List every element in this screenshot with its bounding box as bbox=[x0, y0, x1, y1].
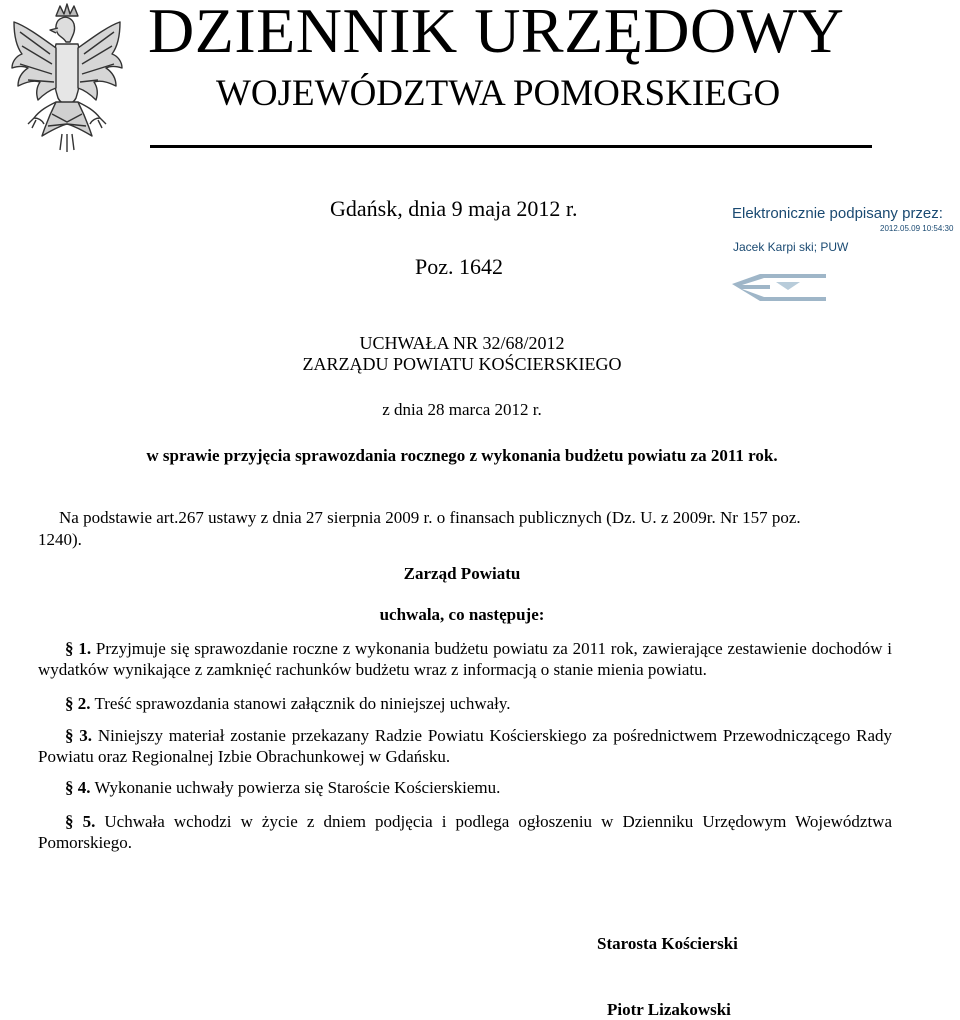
legal-basis-line1: Na podstawie art.267 ustawy z dnia 27 sierpnia 2009 r. o finansach publicznych (Dz. U. z 2009r. Nr 157 poz. bbox=[59, 508, 801, 527]
signature-title: Elektronicznie podpisany przez: bbox=[732, 205, 943, 222]
resolution-subject: w sprawie przyjęcia sprawozdania rocznego z wykonania budżetu powiatu za 2011 rok. bbox=[146, 446, 778, 465]
issuing-body: ZARZĄDU POWIATU KOŚCIERSKIEGO bbox=[302, 354, 622, 374]
section-1 bbox=[38, 638, 892, 680]
e-signature-stamp-icon bbox=[730, 270, 832, 304]
section-3 bbox=[38, 725, 892, 767]
section-text: Uchwała wchodzi w życie z dniem podjęcia i podlega ogłoszeniu w Dzienniku Urzędowym Województwa Pomorskiego. bbox=[38, 812, 892, 852]
signatory-name: Piotr Lizakowski bbox=[607, 1000, 731, 1019]
section-text: Przyjmuje się sprawozdanie roczne z wykonania budżetu powiatu za 2011 rok, zawierające zestawienie dochodów i wydatków wynikające z zamknięć rachunków budżetu wraz z informacją o stanie mienia powiatu. bbox=[38, 639, 893, 679]
section-text: Niniejszy materiał zostanie przekazany Radzie Powiatu Kościerskiego za pośrednictwem Przewodniczącego Rady Powiatu oraz Regionalnej Izbie Obrachunkowej w Gdańsku. bbox=[38, 726, 892, 766]
section-number: § 3. bbox=[65, 726, 93, 745]
signatory-title: Starosta Kościerski bbox=[597, 934, 738, 953]
masthead-divider bbox=[150, 145, 872, 148]
gazette-subtitle: WOJEWÓDZTWA POMORSKIEGO bbox=[216, 73, 781, 114]
section-number: § 2. bbox=[65, 694, 91, 713]
section-number: § 1. bbox=[65, 639, 92, 658]
section-text: Wykonanie uchwały powierza się Staroście Kościerskiemu. bbox=[94, 778, 501, 797]
section-number: § 5. bbox=[65, 812, 96, 831]
section-text: Treść sprawozdania stanowi załącznik do niniejszej uchwały. bbox=[94, 694, 511, 713]
signature-timestamp: 2012.05.09 10:54:30 bbox=[880, 224, 954, 233]
section-2 bbox=[38, 693, 892, 714]
gazette-title: DZIENNIK URZĘDOWY bbox=[148, 0, 845, 66]
place-and-date: Gdańsk, dnia 9 maja 2012 r. bbox=[330, 196, 578, 221]
section-number: § 4. bbox=[65, 778, 91, 797]
legal-basis-line2: 1240). bbox=[38, 530, 82, 549]
signature-signer: Jacek Karpi ski; PUW bbox=[733, 240, 849, 254]
resolves-clause: uchwala, co następuje: bbox=[379, 605, 545, 624]
resolution-number: UCHWAŁA NR 32/68/2012 bbox=[359, 333, 565, 353]
position-number: Poz. 1642 bbox=[415, 254, 503, 279]
polish-eagle-emblem-icon bbox=[6, 2, 128, 154]
resolution-date: z dnia 28 marca 2012 r. bbox=[382, 400, 542, 419]
section-4 bbox=[38, 777, 892, 798]
board-name: Zarząd Powiatu bbox=[403, 564, 521, 583]
section-5 bbox=[38, 811, 892, 853]
